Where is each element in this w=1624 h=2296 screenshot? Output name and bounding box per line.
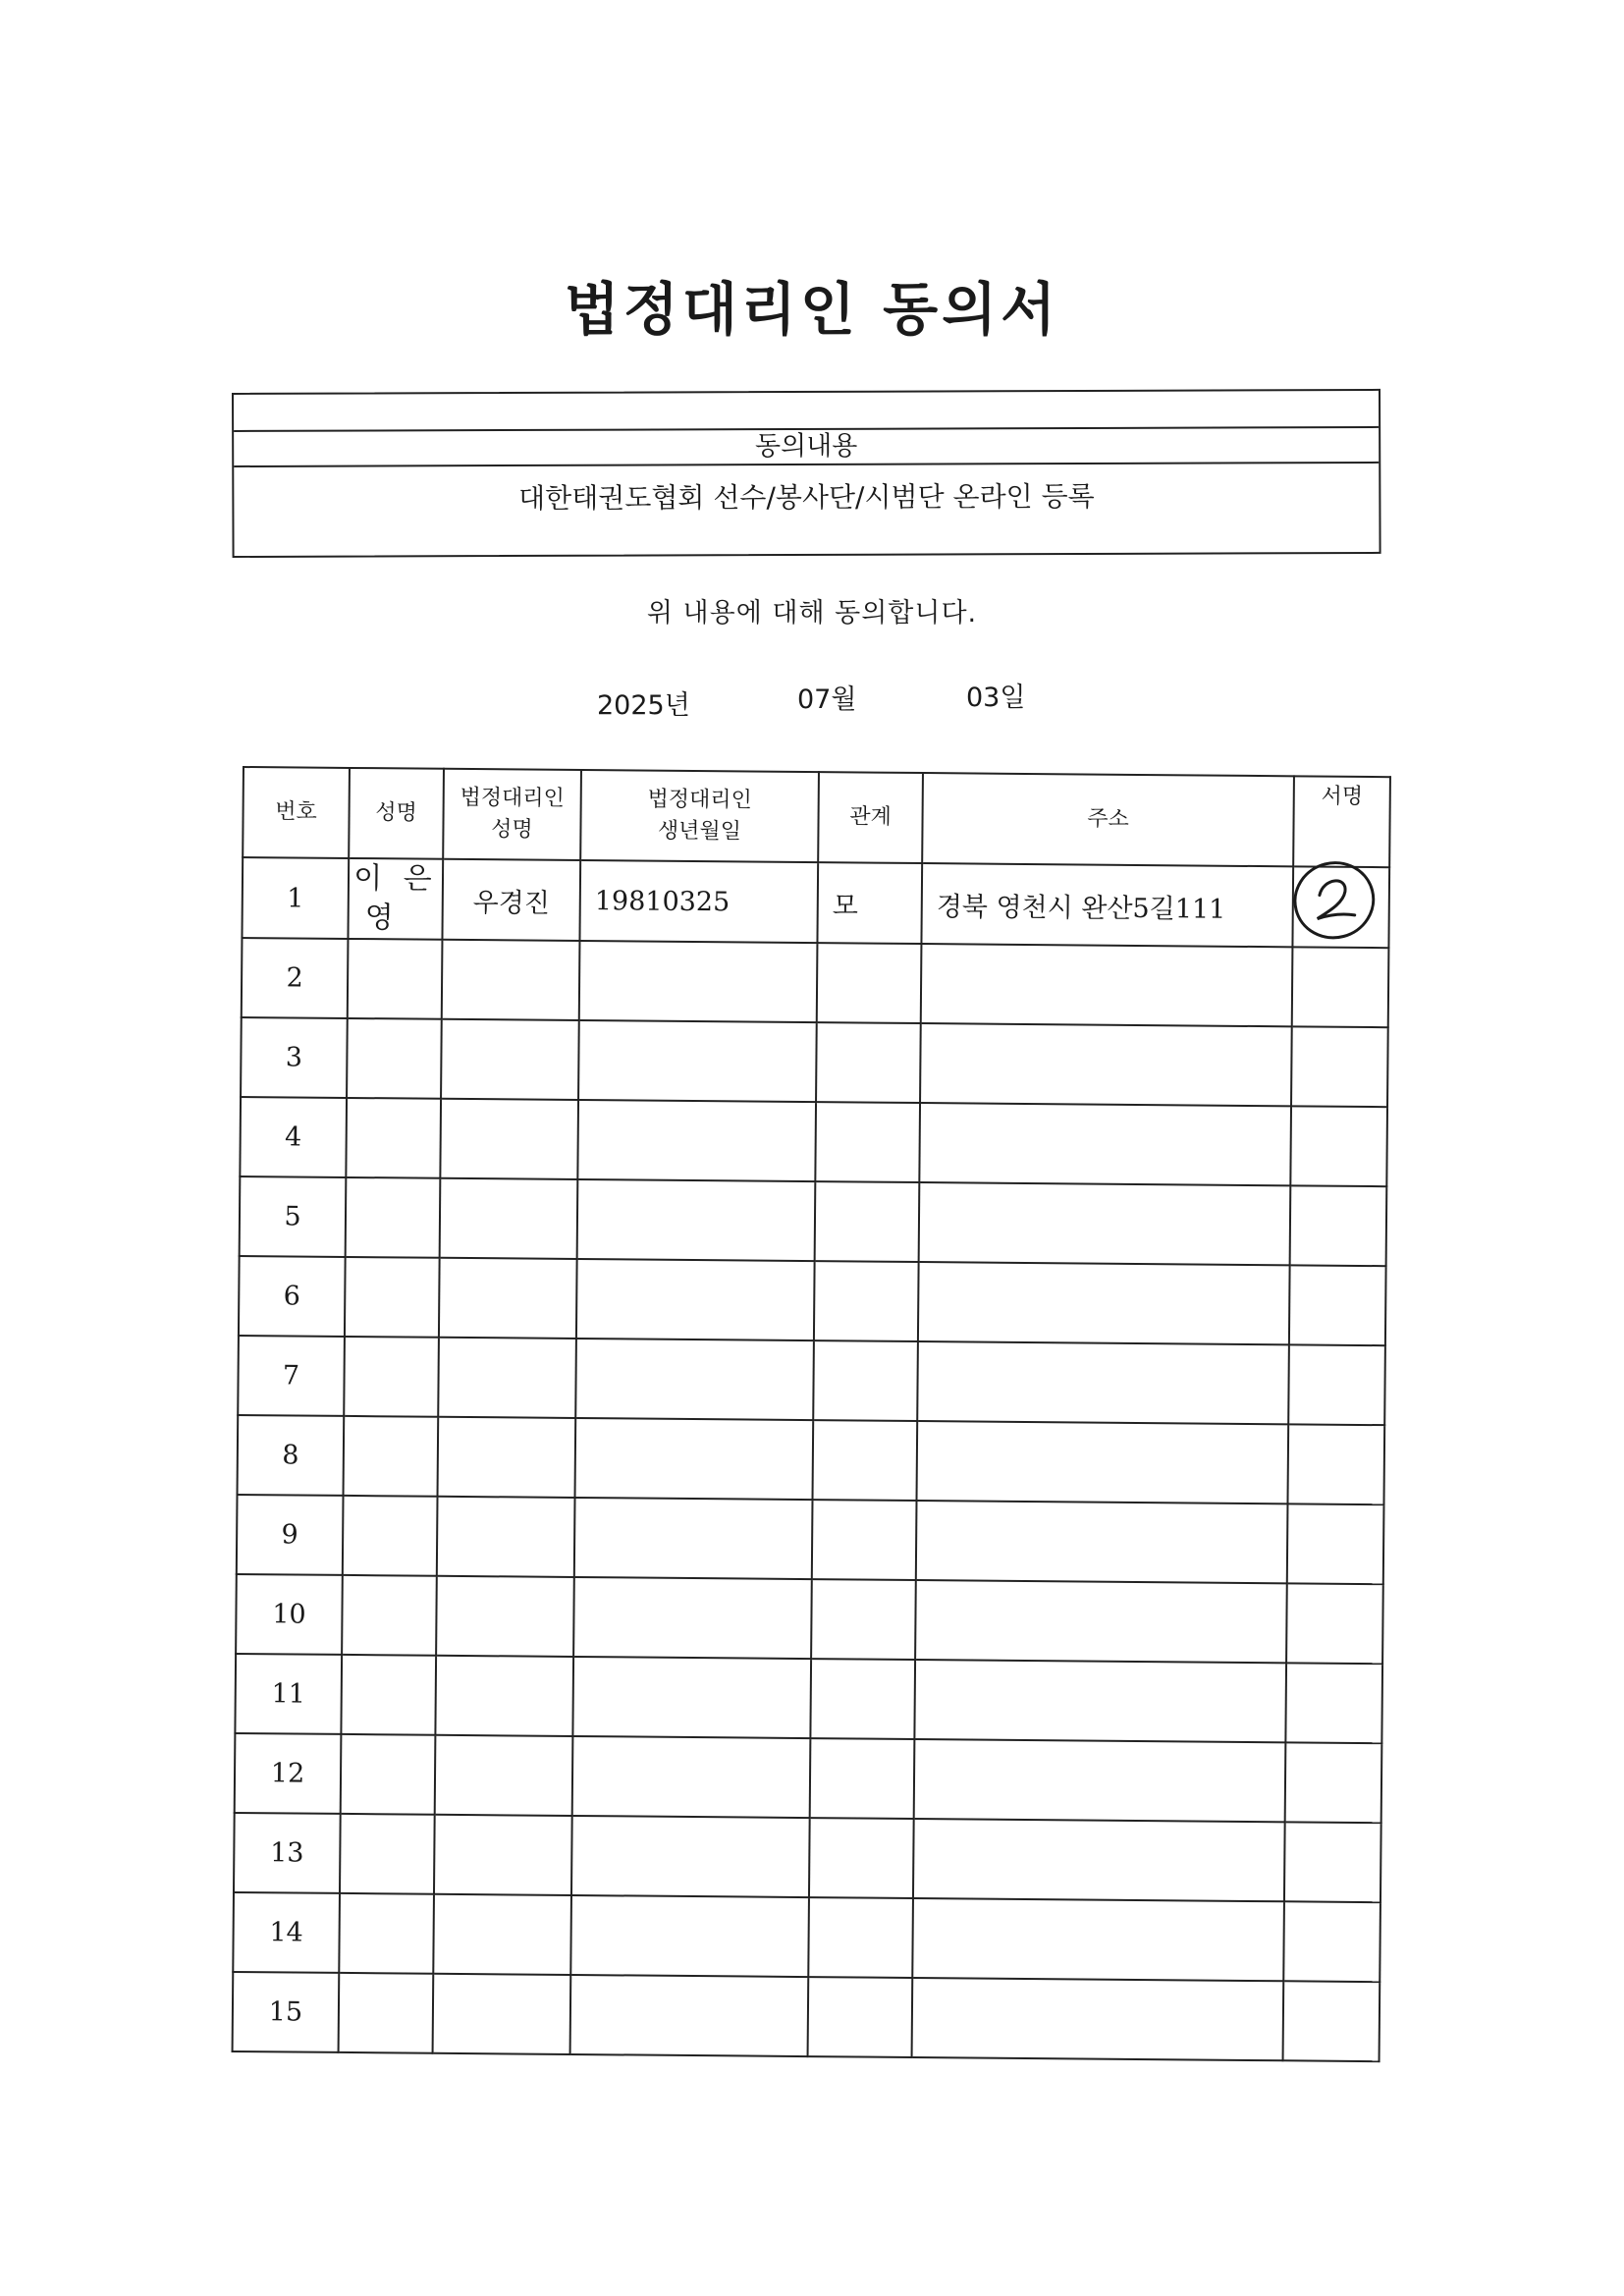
student-name — [339, 1973, 434, 2053]
table-row — [240, 1097, 1387, 1186]
row-number: 12 — [235, 1733, 342, 1814]
header-guardian-name-line2: 성명 — [491, 817, 533, 843]
row-number: 10 — [236, 1574, 343, 1655]
agreement-statement: 위 내용에 대해 동의합니다. — [646, 598, 978, 629]
header-guardian-name — [443, 769, 581, 860]
guardian-birthdate — [579, 941, 818, 1022]
guardian-name — [435, 1735, 573, 1816]
address — [919, 1103, 1291, 1185]
address — [914, 1739, 1286, 1822]
relation — [817, 943, 922, 1023]
row-number: 11 — [235, 1654, 342, 1734]
guardian-name — [435, 1656, 573, 1736]
row-number: 9 — [237, 1495, 344, 1575]
signature-cell — [1283, 1981, 1380, 2061]
guardian-birthdate — [572, 1736, 811, 1818]
relation — [813, 1420, 918, 1501]
guardian-birthdate — [570, 1895, 809, 1977]
guardian-name — [441, 1019, 579, 1100]
relation: 모 — [817, 862, 922, 944]
relation — [813, 1340, 918, 1421]
guardian-birthdate — [578, 1020, 817, 1102]
row-number: 3 — [241, 1017, 348, 1098]
guardian-table — [232, 766, 1391, 2062]
relation — [808, 1977, 913, 2057]
header-name-label: 성명 — [375, 800, 417, 826]
relation — [815, 1102, 920, 1182]
signature-cell — [1289, 1265, 1386, 1345]
guardian-birthdate — [575, 1418, 814, 1500]
signature-cell — [1290, 1106, 1387, 1186]
address: 경북 영천시 완산5길111 — [921, 863, 1293, 947]
guardian-name — [434, 1815, 572, 1895]
student-name — [340, 1814, 435, 1894]
header-no — [243, 767, 350, 858]
guardian-birthdate: 19810325 — [579, 860, 818, 943]
header-guardian-name-line1: 법정대리인 — [460, 785, 565, 811]
address — [920, 1023, 1292, 1106]
student-name-line2: 영 — [364, 901, 400, 936]
signature-cell — [1284, 1822, 1381, 1902]
date-line — [0, 678, 1624, 721]
header-no-label: 번호 — [275, 799, 317, 825]
header-address — [922, 773, 1294, 866]
guardian-name — [440, 1178, 578, 1259]
relation — [815, 1181, 920, 1262]
row-number: 1 — [242, 857, 349, 939]
consent-content-box — [232, 389, 1381, 558]
row-number: 15 — [233, 1972, 340, 2052]
table-row — [236, 1574, 1383, 1664]
address — [916, 1421, 1288, 1503]
student-name — [341, 1734, 436, 1815]
guardian-birthdate — [574, 1498, 813, 1579]
student-name — [347, 1018, 442, 1099]
guardian-birthdate — [577, 1100, 816, 1181]
guardian-birthdate — [570, 1975, 809, 2056]
guardian-birthdate — [575, 1339, 814, 1420]
guardian-name — [433, 1974, 571, 2054]
document-title: 법정대리인 동의서 — [564, 276, 1060, 343]
signature-cell — [1290, 1185, 1387, 1266]
table-row — [238, 1336, 1385, 1425]
table-row — [239, 1256, 1386, 1345]
row-number: 4 — [240, 1097, 347, 1177]
guardian-birthdate — [577, 1179, 816, 1261]
header-relation-label: 관계 — [849, 804, 892, 830]
guardian-birthdate — [573, 1577, 812, 1659]
guardian-birthdate — [576, 1259, 815, 1340]
address — [917, 1341, 1289, 1424]
table-row — [237, 1495, 1384, 1584]
guardian-birthdate — [572, 1657, 811, 1738]
table-row — [235, 1654, 1382, 1743]
row-number: 7 — [238, 1336, 345, 1416]
signature-cell — [1287, 1503, 1384, 1584]
row-number: 13 — [234, 1813, 341, 1893]
table-row — [234, 1813, 1381, 1902]
header-signature-label: 서명 — [1321, 784, 1364, 809]
date-month: 07월 — [797, 684, 857, 715]
student-name — [342, 1575, 437, 1656]
header-signature — [1293, 776, 1390, 867]
header-guardian-birth-line1: 법정대리인 — [647, 787, 752, 813]
table-row — [242, 938, 1389, 1027]
consent-content-header: 동의내용 — [234, 426, 1379, 467]
row-number: 14 — [233, 1892, 340, 1973]
row-number: 6 — [239, 1256, 346, 1337]
guardian-name — [438, 1338, 576, 1418]
table-header-row — [243, 767, 1390, 867]
table-row — [240, 1176, 1387, 1266]
date-year: 2025년 — [597, 690, 690, 721]
relation — [808, 1897, 913, 1978]
relation — [810, 1659, 915, 1739]
address — [912, 1978, 1284, 2060]
guardian-name — [437, 1497, 575, 1577]
relation — [812, 1500, 917, 1580]
student-name — [344, 1337, 439, 1417]
table-row — [235, 1733, 1382, 1823]
signature-cell — [1287, 1424, 1384, 1504]
table-row — [242, 857, 1389, 948]
row-number: 5 — [240, 1176, 347, 1257]
student-name — [343, 1496, 438, 1576]
header-guardian-birth-line2: 생년월일 — [657, 818, 742, 845]
date-day: 03일 — [966, 683, 1026, 713]
address — [916, 1501, 1288, 1583]
signature-cell — [1292, 947, 1389, 1027]
signature-cell — [1292, 866, 1389, 948]
header-relation — [818, 772, 923, 863]
header-guardian-birth — [580, 770, 819, 862]
row-number: 2 — [242, 938, 349, 1018]
signature-cell — [1288, 1344, 1385, 1425]
student-name — [346, 1098, 441, 1178]
student-name-line1: 이 은 — [353, 860, 438, 897]
guardian-birthdate — [571, 1816, 810, 1897]
address — [919, 1182, 1291, 1265]
relation — [814, 1261, 919, 1341]
row-number: 8 — [238, 1415, 345, 1496]
address — [915, 1580, 1287, 1663]
address — [921, 944, 1293, 1026]
signature-cell — [1285, 1663, 1382, 1743]
address — [912, 1898, 1284, 1981]
signature-cell — [1283, 1901, 1380, 1982]
student-name — [341, 1655, 436, 1735]
address — [918, 1262, 1290, 1344]
guardian-name: 우경진 — [442, 859, 580, 941]
header-address-label: 주소 — [1087, 806, 1129, 832]
guardian-name — [436, 1576, 574, 1657]
student-name — [346, 1177, 441, 1258]
guardian-name — [439, 1258, 577, 1339]
consent-content-body: 대한태권도협회 선수/봉사단/시범단 온라인 등록 — [518, 479, 1095, 515]
signature-cell — [1286, 1583, 1383, 1664]
header-name — [349, 768, 444, 859]
table-row — [241, 1017, 1388, 1107]
table-row — [238, 1415, 1385, 1504]
student-name — [344, 1416, 439, 1497]
signature-cell — [1285, 1742, 1382, 1823]
handwritten-signature-icon — [1289, 855, 1379, 945]
student-name — [345, 1257, 440, 1338]
guardian-name — [438, 1417, 576, 1498]
address — [914, 1660, 1286, 1742]
guardian-name — [442, 940, 580, 1020]
guardian-name — [433, 1894, 571, 1975]
guardian-name — [440, 1099, 578, 1179]
table-row — [233, 1972, 1380, 2061]
student-name — [348, 939, 443, 1019]
table-row — [233, 1892, 1380, 1982]
student-name — [339, 1893, 434, 1974]
address — [913, 1819, 1285, 1901]
relation — [811, 1579, 916, 1660]
relation — [809, 1818, 914, 1898]
relation — [816, 1022, 921, 1103]
signature-cell — [1291, 1026, 1388, 1107]
student-name — [348, 858, 443, 940]
relation — [810, 1738, 915, 1819]
